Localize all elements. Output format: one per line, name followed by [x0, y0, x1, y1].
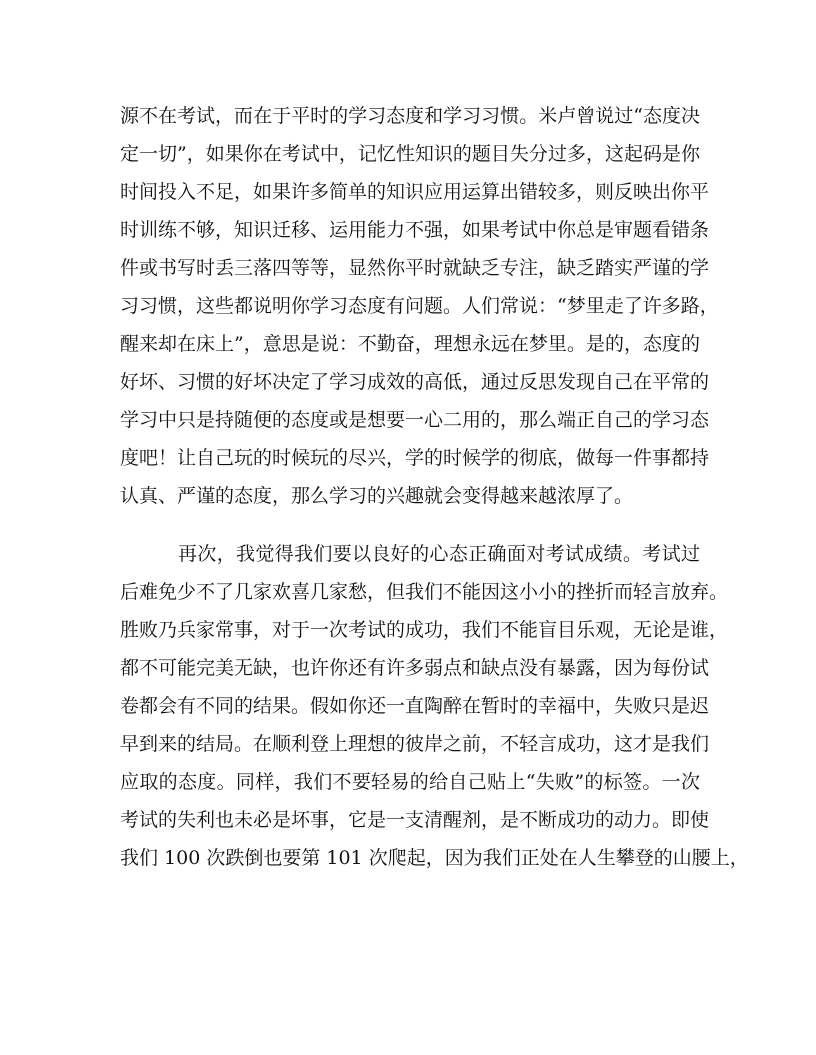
paragraph-line-indented: 再次，我觉得我们要以良好的心态正确面对考试成绩。考试过: [178, 543, 700, 565]
paragraph-line: 卷都会有不同的结果。假如你还一直陶醉在暂时的幸福中，失败只是迟: [120, 695, 710, 717]
paragraph-1: [120, 97, 719, 515]
paragraph-line: 都不可能完美无缺，也许你还有许多弱点和缺点没有暴露，因为每份试: [120, 657, 710, 679]
paragraph-line: 我们 100 次跌倒也要第 101 次爬起，因为我们正处在人生攀登的山腰上，: [120, 847, 749, 869]
paragraph-line: 习习惯，这些都说明你学习态度有问题。人们常说：“梦里走了许多路，: [120, 295, 719, 317]
paragraph-line: 后难免少不了几家欢喜几家愁，但我们不能因这小小的挫折而轻言放弃。: [120, 581, 729, 603]
paragraph-line: 早到来的结局。在顺利登上理想的彼岸之前，不轻言成功，这才是我们: [120, 733, 710, 755]
paragraph-line: 考试的失利也未必是坏事，它是一支清醒剂，是不断成功的动力。即使: [120, 809, 710, 831]
paragraph-line: 认真、严谨的态度，那么学习的兴趣就会变得越来越浓厚了。: [120, 485, 634, 507]
paragraph-line: 定一切”，如果你在考试中，记忆性知识的题目失分过多，这起码是你: [120, 143, 700, 165]
paragraph-line: 度吧！让自己玩的时候玩的尽兴，学的时候学的彻底，做每一件事都持: [120, 447, 710, 469]
paragraph-line: 应取的态度。同样，我们不要轻易的给自己贴上“失败”的标签。一次: [120, 771, 700, 793]
paragraph-2: [120, 535, 749, 877]
paragraph-line: 好坏、习惯的好坏决定了学习成效的高低，通过反思发现自己在平常的: [120, 371, 710, 393]
paragraph-line: 件或书写时丢三落四等等，显然你平时就缺乏专注，缺乏踏实严谨的学: [120, 257, 710, 279]
paragraph-line: 源不在考试，而在于平时的学习态度和学习习惯。米卢曾说过“态度决: [120, 105, 700, 127]
paragraph-line: 醒来却在床上”，意思是说：不勤奋，理想永远在梦里。是的，态度的: [120, 333, 700, 355]
paragraph-line: 时训练不够，知识迁移、运用能力不强，如果考试中你总是审题看错条: [120, 219, 710, 241]
paragraph-line: 学习中只是持随便的态度或是想要一心二用的，那么端正自己的学习态: [120, 409, 710, 431]
paragraph-line: 时间投入不足，如果许多简单的知识应用运算出错较多，则反映出你平: [120, 181, 710, 203]
paragraph-line: 胜败乃兵家常事，对于一次考试的成功，我们不能盲目乐观，无论是谁，: [120, 619, 729, 641]
